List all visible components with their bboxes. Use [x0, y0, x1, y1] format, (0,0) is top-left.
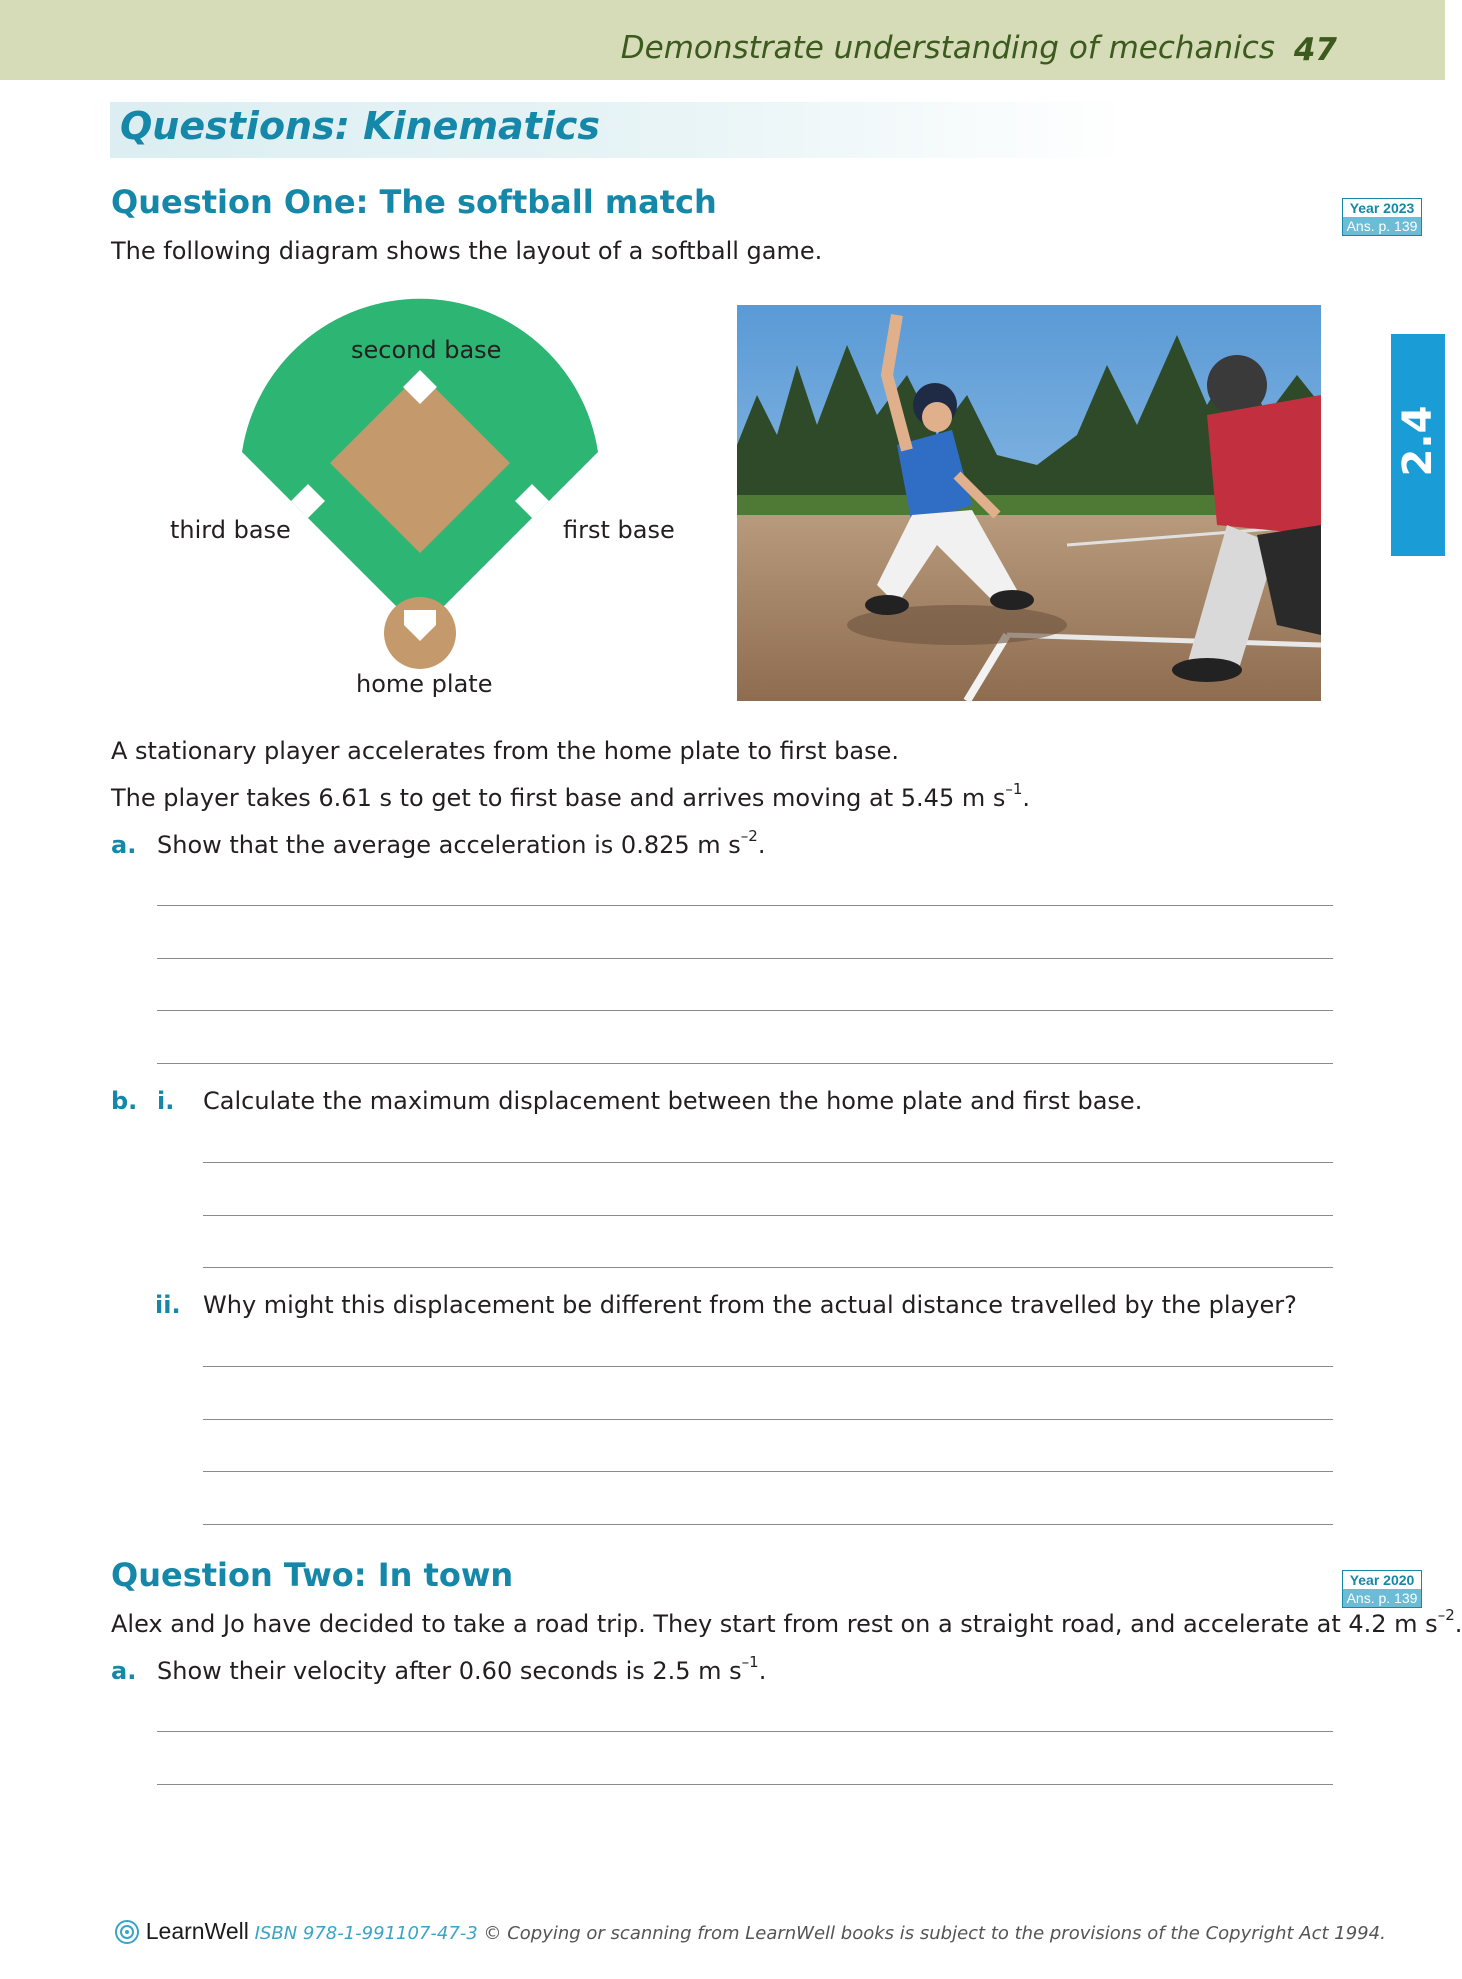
q2-intro-text: Alex and Jo have decided to take a road trip. They start from rest on a straight road, and accelerate at 4.2 m s	[111, 1610, 1438, 1638]
q2-intro-exponent: –2	[1437, 1606, 1455, 1624]
year-ref-badge-q2	[1342, 1570, 1422, 1608]
answer-line[interactable]	[203, 1524, 1333, 1525]
question-one-stem-1: A stationary player accelerates from the home plate to first base.	[111, 737, 899, 765]
footer	[114, 1918, 1386, 1945]
answer-page-ref[interactable]: Ans. p. 139	[1343, 1589, 1421, 1607]
part-bii-label: ii.	[155, 1291, 181, 1319]
part-a-text: Show that the average acceleration is 0.825 m s	[157, 831, 741, 859]
answer-line[interactable]	[157, 1784, 1333, 1785]
chapter-tab-label: 2.4	[1395, 405, 1441, 477]
footer-isbn: ISBN 978-1-991107-47-3	[254, 1923, 478, 1944]
question-one-intro: The following diagram shows the layout of a softball game.	[111, 237, 823, 265]
footer-copyright: © Copying or scanning from LearnWell books is subject to the provisions of the Copyright Act 1994.	[483, 1923, 1386, 1944]
q2-part-a-exponent: –1	[741, 1653, 759, 1671]
part-a-question	[157, 827, 766, 859]
answer-line[interactable]	[157, 905, 1333, 906]
question-one-stem-2	[111, 780, 1031, 812]
catcher-jersey	[1207, 395, 1321, 535]
question-one-heading: Question One: The softball match	[111, 183, 717, 221]
q2-part-a-end: .	[758, 1657, 767, 1685]
part-b-label: b.	[111, 1087, 138, 1115]
q2-part-a-text: Show their velocity after 0.60 seconds is 2.5 m s	[157, 1657, 742, 1685]
answer-line[interactable]	[203, 1215, 1333, 1216]
answer-line[interactable]	[203, 1267, 1333, 1268]
learnwell-logo-icon	[114, 1919, 140, 1945]
answer-line[interactable]	[157, 1731, 1333, 1732]
part-a-exponent: –2	[740, 827, 758, 845]
stem-2-text: The player takes 6.61 s to get to first base and arrives moving at 5.45 m s	[111, 784, 1006, 812]
question-two-heading: Question Two: In town	[111, 1556, 514, 1594]
year-label: Year 2020	[1343, 1571, 1421, 1589]
answer-page-ref[interactable]: Ans. p. 139	[1343, 217, 1421, 235]
label-third-base: third base	[170, 516, 291, 544]
q2-part-a-label: a.	[111, 1657, 137, 1685]
label-second-base: second base	[351, 336, 502, 364]
part-bii-question: Why might this displacement be different from the actual distance travelled by the player?	[203, 1291, 1297, 1319]
part-a-label: a.	[111, 831, 137, 859]
q2-part-a-question	[157, 1653, 767, 1685]
running-header-title: Demonstrate understanding of mechanics	[620, 30, 1275, 66]
answer-line[interactable]	[203, 1419, 1333, 1420]
answer-line[interactable]	[157, 958, 1333, 959]
part-bi-label: i.	[157, 1087, 175, 1115]
answer-line[interactable]	[157, 1010, 1333, 1011]
section-title: Questions: Kinematics	[120, 104, 601, 148]
stem-2-exponent: –1	[1005, 780, 1023, 798]
question-two-intro	[111, 1606, 1462, 1638]
page-number: 47	[1293, 32, 1337, 68]
year-label: Year 2023	[1343, 199, 1421, 217]
answer-line[interactable]	[203, 1366, 1333, 1367]
answer-line[interactable]	[203, 1162, 1333, 1163]
q2-intro-end: .	[1454, 1610, 1462, 1638]
year-ref-badge-q1	[1342, 198, 1422, 236]
label-home-plate: home plate	[356, 670, 493, 698]
answer-line[interactable]	[203, 1471, 1333, 1472]
stem-2-end: .	[1022, 784, 1031, 812]
part-a-end: .	[757, 831, 766, 859]
footer-brand: LearnWell	[145, 1918, 249, 1944]
softball-slide-photo	[737, 305, 1321, 701]
catcher-helmet	[1207, 355, 1267, 415]
part-bi-question: Calculate the maximum displacement between the home plate and first base.	[203, 1087, 1143, 1115]
answer-line[interactable]	[157, 1063, 1333, 1064]
label-first-base: first base	[563, 516, 675, 544]
